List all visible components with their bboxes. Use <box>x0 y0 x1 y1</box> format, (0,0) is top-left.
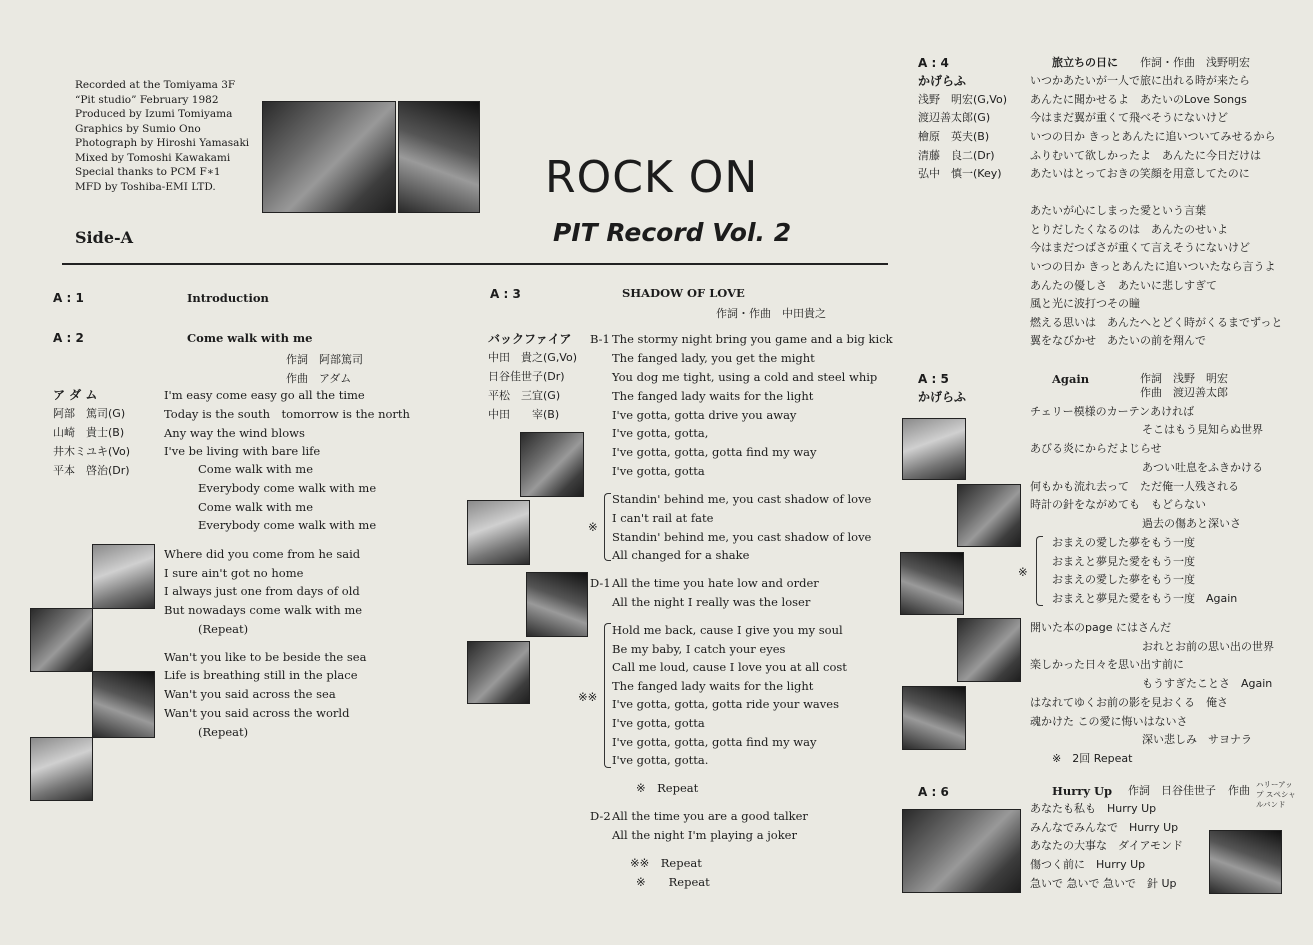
track-number: A : 3 <box>490 287 521 301</box>
band-photo <box>902 809 1021 893</box>
member-photo <box>520 432 584 497</box>
lyric-line: Standin' behind me, you cast shadow of love <box>612 530 872 544</box>
lyric-line: Be my baby, I catch your eyes <box>612 642 786 656</box>
repeat-mark: ※ 2回 Repeat <box>1052 752 1133 765</box>
member: 中田 貴之(G,Vo) <box>488 351 578 364</box>
album-subtitle: PIT Record Vol. 2 <box>553 218 792 247</box>
band-photo <box>262 101 396 213</box>
member: 阿部 篤司(G) <box>53 407 126 420</box>
section-mark: ※ <box>1018 565 1028 579</box>
member-photo <box>1209 830 1282 894</box>
lyricist-credit: 作詞 阿部篤司 <box>286 353 363 366</box>
composer-name: ハリーアップ スペシャルバンド <box>1256 780 1296 809</box>
member: 山崎 貴士(B) <box>53 426 125 439</box>
lyric-line: I've gotta, gotta <box>612 464 705 478</box>
lyric-line: 過去の傷あと深いさ <box>1142 517 1241 530</box>
lyric-line: はなれてゆくお前の影を見おくる 俺さ <box>1030 696 1228 709</box>
lyric-line: 今はまだつばさが重くて言えそうにないけど <box>1030 241 1250 254</box>
lyric-line: おまえの愛した夢をもう一度 <box>1052 536 1195 549</box>
lyric-line: I've gotta, gotta, <box>612 426 709 440</box>
member-photo <box>92 544 155 609</box>
repeat-mark: (Repeat) <box>198 622 249 636</box>
lyric-line: You dog me tight, using a cold and steel whip <box>612 370 878 384</box>
composer-credit: 作曲 渡辺善太郎 <box>1140 386 1228 399</box>
member: 弘中 慎一(Key) <box>918 167 1002 180</box>
member-photo <box>900 552 964 615</box>
lyric-line: あたいはとっておきの笑顔を用意してたのに <box>1030 167 1250 180</box>
lyric-line: おまえと夢見た愛をもう一度 Again <box>1052 592 1238 605</box>
credit-line: Produced by Izumi Tomiyama <box>75 108 233 120</box>
lyric-line: 楽しかった日々を思い出す前に <box>1030 658 1184 671</box>
credit-line: Photograph by Hiroshi Yamasaki <box>75 137 250 149</box>
track-title: SHADOW OF LOVE <box>622 286 745 300</box>
refrain-bracket <box>604 493 611 561</box>
member: 檜原 英夫(B) <box>918 130 990 143</box>
lyric-line: みんなでみんなで Hurry Up <box>1030 821 1179 834</box>
band-name: かげらふ <box>918 74 967 88</box>
section-mark: D-1 <box>590 576 611 590</box>
lyric-line: もうすぎたことさ Again <box>1142 677 1273 690</box>
lyric-line: Any way the wind blows <box>164 426 305 440</box>
divider <box>62 263 888 265</box>
lyric-line: Wan't you said across the sea <box>164 687 336 701</box>
track-title: Come walk with me <box>187 331 313 345</box>
lyric-line: おまえの愛した夢をもう一度 <box>1052 573 1195 586</box>
lyric-line: The fanged lady waits for the light <box>612 679 814 693</box>
refrain-bracket <box>1036 536 1043 606</box>
lyric-line: I've gotta, gotta, gotta find my way <box>612 445 817 459</box>
credit-line: Graphics by Sumio Ono <box>75 122 201 135</box>
lyric-line: チェリー模様のカーテンあければ <box>1030 405 1195 418</box>
track-number: A : 2 <box>53 331 84 345</box>
lyric-line: 時計の針をながめても もどらない <box>1030 498 1206 511</box>
lyric-line: Come walk with me <box>198 500 314 514</box>
member: 日谷佳世子(Dr) <box>488 370 565 383</box>
lyric-line: 燃える思いは あんたへとどく時がくるまでずっと <box>1030 316 1283 329</box>
lyric-line: Standin' behind me, you cast shadow of love <box>612 492 872 506</box>
lyric-line: But nowadays come walk with me <box>164 603 363 617</box>
lyric-line: いつの日か きっとあんたに追いついてみせるから <box>1030 130 1276 143</box>
band-name: ア ダ ム <box>53 388 98 402</box>
credit-line: Recorded at the Tomiyama 3F <box>75 79 236 91</box>
lyric-line: 風と光に波打つその瞳 <box>1030 297 1140 310</box>
lyric-line: I've gotta, gotta drive you away <box>612 408 797 422</box>
lyric-line: 深い悲しみ サヨナラ <box>1142 733 1252 746</box>
member: 平本 啓治(Dr) <box>53 464 130 477</box>
member: 清藤 良二(Dr) <box>918 149 995 162</box>
lyric-line: All the time you are a good talker <box>612 809 808 823</box>
lyric-line: The fanged lady waits for the light <box>612 389 814 403</box>
lyric-line: Call me loud, cause I love you at all cost <box>612 660 847 674</box>
member-photo <box>957 484 1021 547</box>
lyric-line: そこはもう見知らぬ世界 <box>1142 423 1263 436</box>
lyric-line: I'm easy come easy go all the time <box>164 388 365 402</box>
lyric-line: I've be living with bare life <box>164 444 321 458</box>
lyricist-credit: 作詞 日谷佳世子 <box>1128 784 1216 797</box>
lyric-line: I can't rail at fate <box>612 511 714 525</box>
credit-line: Mixed by Tomoshi Kawakami <box>75 151 231 164</box>
track-number: A : 5 <box>918 372 949 386</box>
track-title: 旅立ちの日に <box>1052 56 1118 69</box>
member-photo <box>30 737 93 801</box>
lyric-line: I've gotta, gotta, gotta find my way <box>612 735 817 749</box>
lyric-line: 翼をなびかせ あたいの前を翔んで <box>1030 334 1206 347</box>
credits-block <box>75 78 249 194</box>
lyric-line: All the night I'm playing a joker <box>612 828 797 842</box>
lyric-line: Where did you come from he said <box>164 547 361 561</box>
lyric-line: I've gotta, gotta. <box>612 753 709 767</box>
member-photo <box>902 418 966 480</box>
member-photo <box>467 500 530 565</box>
member: 井木ミユキ(Vo) <box>53 445 130 458</box>
track-number: A : 1 <box>53 291 84 305</box>
lyric-line: おれとお前の思い出の世界 <box>1142 640 1274 653</box>
album-title: ROCK ON <box>545 152 759 203</box>
lyric-line: おまえと夢見た愛をもう一度 <box>1052 555 1195 568</box>
lyric-line: 傷つく前に Hurry Up <box>1030 858 1146 871</box>
track-title: Hurry Up <box>1052 784 1113 798</box>
lyric-line: The stormy night bring you game and a big kick <box>612 332 893 346</box>
repeat-mark: ※ Repeat <box>636 781 699 795</box>
repeat-mark: ※ Repeat <box>636 875 710 889</box>
side-label: Side-A <box>75 228 134 247</box>
member-photo <box>30 608 93 672</box>
lyric-line: いつの日か きっとあんたに追いついたなら言うよ <box>1030 260 1276 273</box>
member-photo <box>92 671 155 738</box>
composer-credit: 作曲 アダム <box>286 372 352 385</box>
lyric-line: All the time you hate low and order <box>612 576 819 590</box>
lyric-line: 何もかも流れ去って ただ俺一人残される <box>1030 480 1239 493</box>
lyric-line: I sure ain't got no home <box>164 566 304 580</box>
lyric-line: Everybody come walk with me <box>198 481 377 495</box>
track-number: A : 6 <box>918 785 949 799</box>
lyric-line: とりだしたくなるのは あんたのせいよ <box>1030 223 1228 236</box>
section-mark: B-1 <box>590 332 610 346</box>
lyricist-credit: 作詞 浅野 明宏 <box>1140 372 1228 385</box>
songwriter-credit: 作詞・作曲 中田貴之 <box>716 307 826 320</box>
lyric-line: The fanged lady, you get the might <box>612 351 815 365</box>
credit-line: “Pit studio” February 1982 <box>75 93 219 106</box>
lyric-line: 魂かけた この愛に悔いはないさ <box>1030 715 1188 728</box>
track-title: Introduction <box>187 291 269 305</box>
track-title: Again <box>1052 372 1090 386</box>
lyric-line: 今はまだ翼が重くて飛べそうにないけど <box>1030 111 1228 124</box>
lyric-line: あびる炎にからだよじらせ <box>1030 442 1162 455</box>
member: 浅野 明宏(G,Vo) <box>918 93 1008 106</box>
lyric-line: あんたの優しさ あたいに悲しすぎて <box>1030 279 1217 292</box>
band-name: バックファイア <box>488 332 572 346</box>
section-mark: ※ <box>588 520 598 534</box>
member: 中田 宰(B) <box>488 408 560 421</box>
lyric-line: Wan't you like to be beside the sea <box>164 650 367 664</box>
lyric-line: Life is breathing still in the place <box>164 668 358 682</box>
track-number: A : 4 <box>918 56 949 70</box>
lyric-line: 急いで 急いで 急いで 針 Up <box>1030 877 1177 890</box>
lyric-line: Today is the south tomorrow is the north <box>164 407 410 421</box>
member: 平松 三宜(G) <box>488 389 561 402</box>
member-photo <box>902 686 966 750</box>
section-mark: ※※ <box>578 690 598 704</box>
lyric-line: いつかあたいが一人で旅に出れる時が来たら <box>1030 74 1250 87</box>
member-photo <box>467 641 530 704</box>
credit-line: MFD by Toshiba-EMI LTD. <box>75 180 216 193</box>
lyric-line: Wan't you said across the world <box>164 706 350 720</box>
repeat-mark: (Repeat) <box>198 725 249 739</box>
lyric-line: Everybody come walk with me <box>198 518 377 532</box>
lyric-line: ふりむいて欲しかったよ あんたに今日だけは <box>1030 149 1261 162</box>
composer-credit: 作曲 <box>1228 784 1250 797</box>
section-mark: D-2 <box>590 809 611 823</box>
member-photo <box>957 618 1021 682</box>
lyric-line: I always just one from days of old <box>164 584 360 598</box>
member: 渡辺善太郎(G) <box>918 111 991 124</box>
repeat-mark: ※※ Repeat <box>630 856 702 870</box>
lyric-line: あなたの大事な ダイアモンド <box>1030 839 1184 852</box>
lyric-line: あんたに聞かせるよ あたいのLove Songs <box>1030 93 1247 106</box>
lyric-line: I've gotta, gotta, gotta ride your waves <box>612 697 839 711</box>
lyric-line: あたいが心にしまった愛という言葉 <box>1030 204 1206 217</box>
lyric-line: Hold me back, cause I give you my soul <box>612 623 843 637</box>
lyric-line: All changed for a shake <box>612 548 750 562</box>
band-name: かげらふ <box>918 390 967 404</box>
credit-line: Special thanks to PCM F∗1 <box>75 166 221 178</box>
lyric-line: Come walk with me <box>198 462 314 476</box>
lyric-line: 開いた本のpage にはさんだ <box>1030 621 1171 634</box>
songwriter-credit: 作詞・作曲 浅野明宏 <box>1140 56 1250 69</box>
lyric-line: I've gotta, gotta <box>612 716 705 730</box>
refrain-bracket <box>604 623 611 768</box>
lyric-line: All the night I really was the loser <box>612 595 811 609</box>
member-photo <box>526 572 588 637</box>
band-photo <box>398 101 480 213</box>
lyric-line: あつい吐息をふきかける <box>1142 461 1263 474</box>
lyric-line: あなたも私も Hurry Up <box>1030 802 1157 815</box>
